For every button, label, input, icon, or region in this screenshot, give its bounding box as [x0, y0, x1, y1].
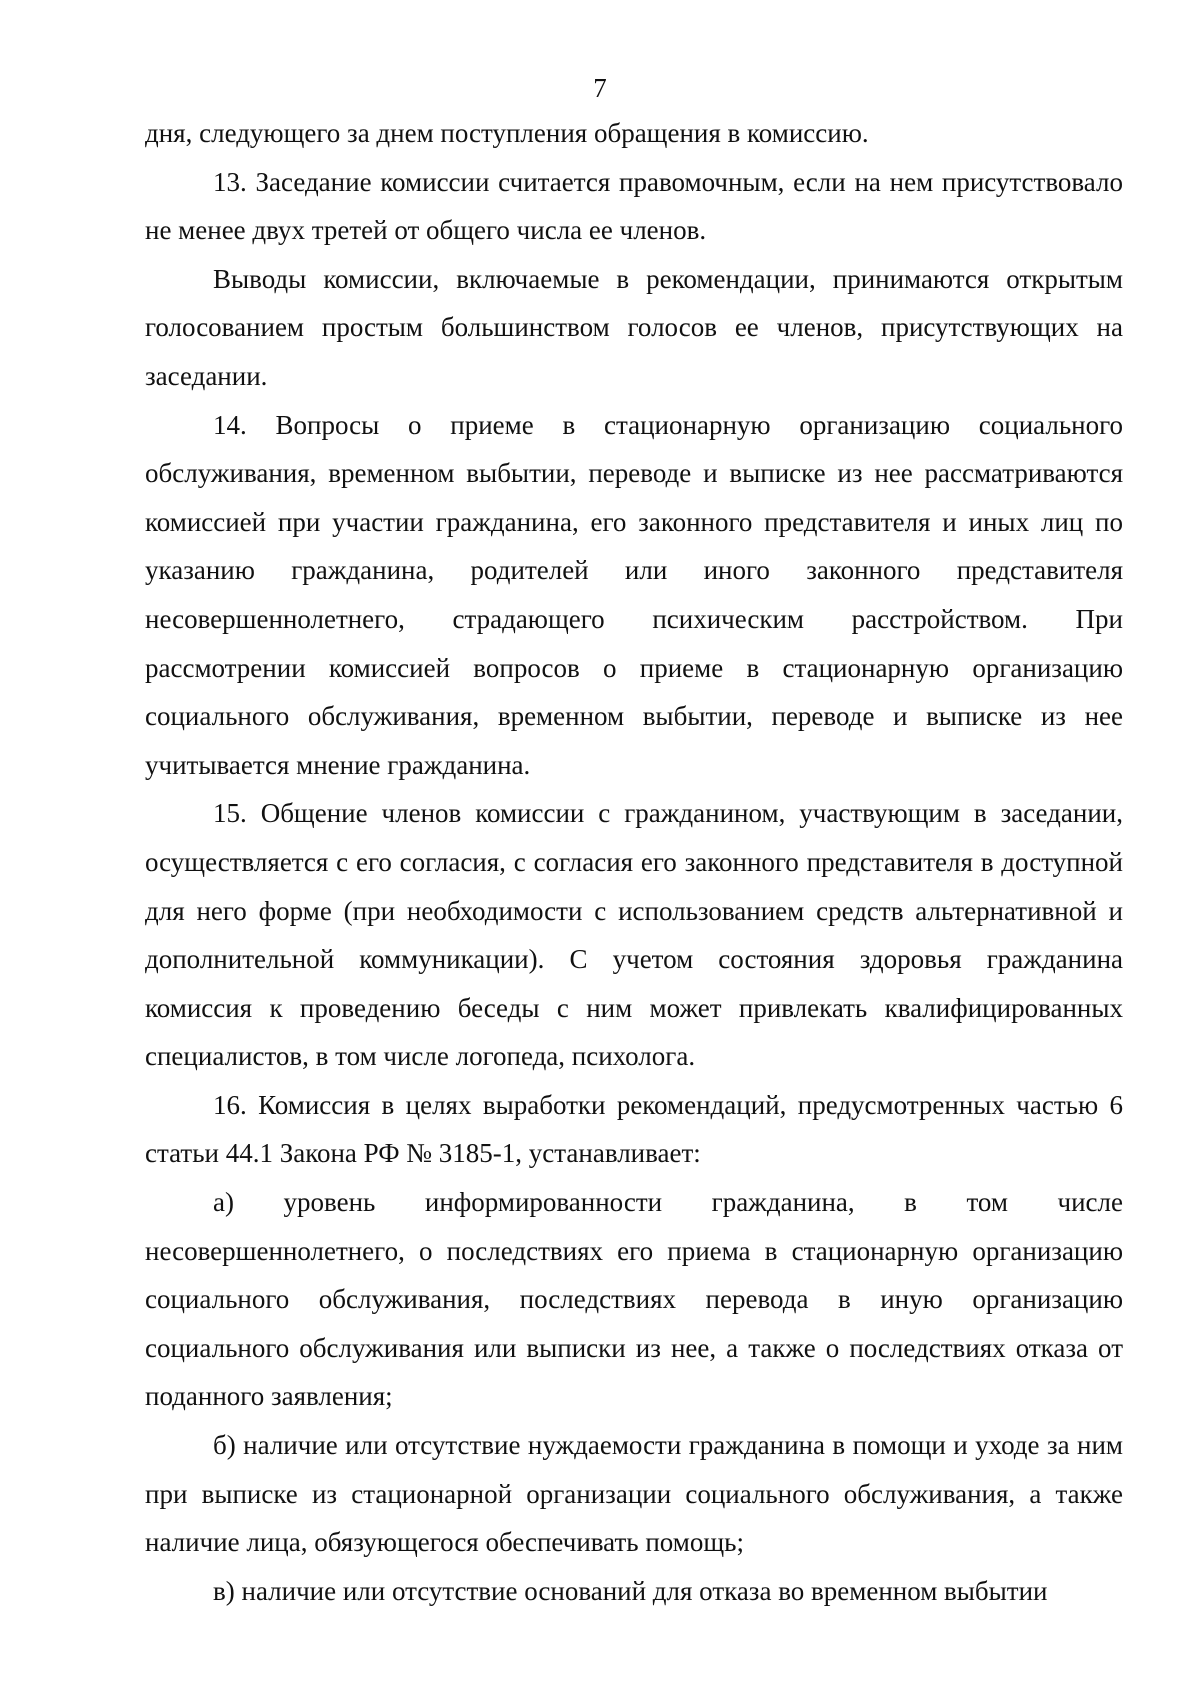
- paragraph-13-quorum: 13. Заседание комиссии считается правомочным, если на нем присутствовало не менее двух третей от общего числа ее членов.: [145, 166, 1123, 246]
- paragraph-16-b: б) наличие или отсутствие нуждаемости гражданина в помощи и уходе за ним при выписке из стационарной организации социального обслуживания, а также наличие лица, обязующегося обеспечивать помощь;: [145, 1430, 1123, 1558]
- paragraph-15: 15. Общение членов комиссии с гражданином, участвующим в заседании, осуществляется с его согласия, с согласия его законного представителя в доступной для него форме (при необходимости с использованием средств альтернативной и дополнительной коммуникации). С учетом состояния здоровья гражданина комиссия к проведению беседы с ним может привлекать квалифицированных специалистов, в том числе логопеда, психолога.: [145, 798, 1123, 1072]
- page-number: 7: [593, 73, 607, 103]
- paragraph-13-voting: Выводы комиссии, включаемые в рекомендации, принимаются открытым голосованием простым большинством голосов ее членов, присутствующих на заседании.: [145, 263, 1123, 391]
- paragraph-16-v: в) наличие или отсутствие оснований для отказа во временном выбытии: [213, 1575, 1048, 1606]
- paragraph-continuation: дня, следующего за днем поступления обращения в комиссию.: [145, 118, 869, 148]
- document-body: [145, 109, 1123, 1615]
- paragraph-14: 14. Вопросы о приеме в стационарную организацию социального обслуживания, временном выбытии, переводе и выписке из нее рассматриваются комиссией при участии гражданина, его законного представителя и иных лиц по указанию гражданина, родителей или иного законного представителя несовершеннолетнего, страдающего психическим расстройством. При рассмотрении комиссией вопросов о приеме в стационарную организацию социального обслуживания, временном выбытии, переводе и выписке из нее учитывается мнение гражданина.: [145, 409, 1123, 780]
- paragraph-16: 16. Комиссия в целях выработки рекомендаций, предусмотренных частью 6 статьи 44.1 Закона РФ № 3185-1, устанавливает:: [145, 1089, 1123, 1169]
- paragraph-16-a: а) уровень информированности гражданина, в том числе несовершеннолетнего, о последствиях его приема в стационарную организацию социального обслуживания, последствиях перевода в иную организацию социального обслуживания или выписки из нее, а также о последствиях отказа от поданного заявления;: [145, 1187, 1123, 1412]
